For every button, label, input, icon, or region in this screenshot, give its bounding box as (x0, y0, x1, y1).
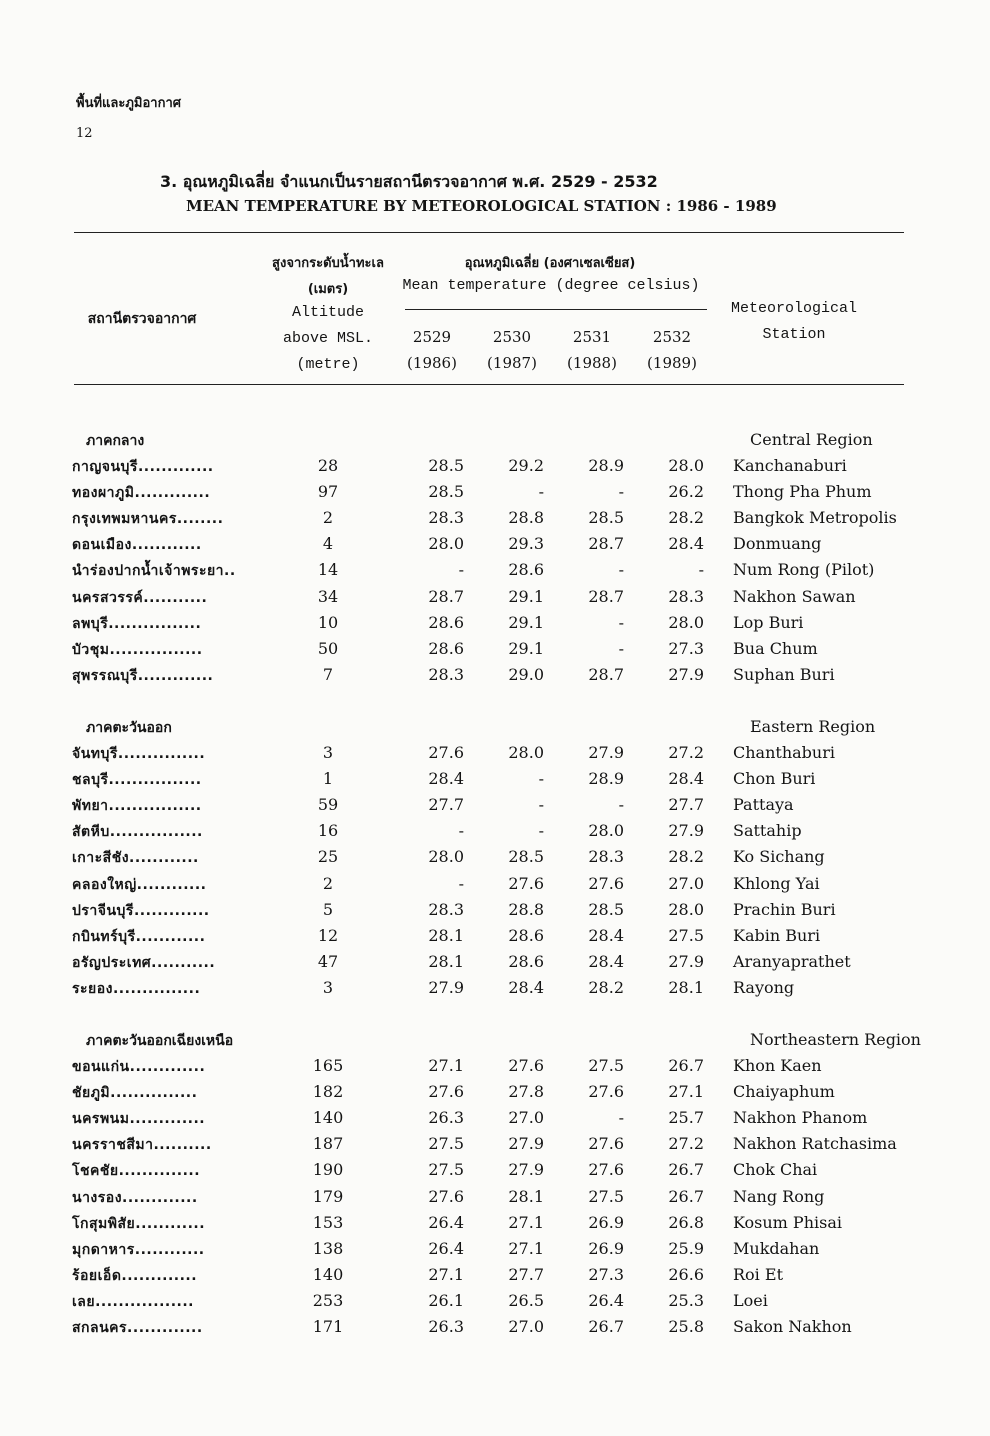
station-name-en: Sattahip (733, 821, 802, 841)
station-name-th: ลพบุรี................ (72, 615, 202, 632)
station-name-en: Thong Pha Phum (733, 482, 872, 502)
station-name-en: Nakhon Ratchasima (733, 1134, 897, 1154)
header-top-rule (74, 232, 904, 233)
table-row (0, 1160, 990, 1186)
temp-1989-cell: 26.7 (668, 1160, 704, 1180)
station-name-th: สัตหีบ................ (72, 824, 203, 841)
table-row (0, 1213, 990, 1239)
station-name-th: เลย................. (72, 1293, 194, 1310)
col-altitude-en-3: (metre) (296, 356, 360, 373)
temp-1987-cell: 28.5 (508, 847, 544, 867)
temp-1988-cell: 28.0 (588, 821, 624, 841)
altitude-cell: 34 (317, 586, 339, 606)
temp-1987-cell: 28.6 (508, 560, 544, 580)
station-name-th: ปราจีนบุรี............. (72, 902, 210, 919)
station-name-en: Bangkok Metropolis (733, 508, 897, 528)
temp-1988-cell: - (618, 795, 624, 815)
temp-1989-cell: 28.0 (668, 612, 704, 632)
table-row (0, 534, 990, 560)
temp-1986-cell: 28.3 (428, 508, 464, 528)
station-name-th: สกลนคร............. (72, 1320, 203, 1336)
temp-1986-cell: 26.3 (428, 1317, 464, 1336)
temp-1986-cell: 26.4 (428, 1212, 464, 1232)
table-row (0, 639, 990, 665)
altitude-cell: 50 (317, 638, 339, 658)
station-name-en: Lop Buri (733, 612, 804, 632)
temp-1987-cell: 27.8 (508, 1082, 544, 1102)
station-name-th: กรุงเทพมหานคร........ (72, 511, 224, 528)
table-row (0, 743, 990, 769)
temp-1987-cell: - (538, 821, 544, 841)
altitude-cell: 25 (317, 847, 339, 867)
altitude-cell: 1 (322, 769, 334, 789)
temp-1988-cell: 27.3 (588, 1264, 624, 1284)
station-name-th: ทองผาภูมิ............. (72, 485, 211, 502)
station-name-th: อรัญประเทศ........... (72, 954, 216, 971)
station-name-th: นครสวรรค์........... (72, 589, 208, 606)
temp-1989-cell: 27.5 (668, 925, 704, 945)
station-name-th: กาญจนบุรี............. (72, 459, 214, 475)
station-name-en: Prachin Buri (733, 899, 836, 919)
temp-1987-cell: 28.8 (508, 508, 544, 528)
altitude-cell: 3 (322, 743, 334, 762)
table-row (0, 587, 990, 613)
temp-1986-cell: 28.5 (428, 456, 464, 475)
temp-1987-cell: 28.6 (508, 951, 544, 971)
altitude-cell: 187 (312, 1134, 344, 1154)
station-name-th: เกาะสีชัง............ (72, 850, 199, 867)
temp-1989-cell: 25.7 (668, 1108, 704, 1128)
altitude-cell: 28 (317, 456, 339, 475)
altitude-cell: 140 (312, 1264, 344, 1284)
region-name-en: Eastern Region (750, 717, 876, 736)
temp-1986-cell: 27.9 (428, 977, 464, 997)
temp-1986-cell: 28.6 (428, 638, 464, 658)
station-name-en: Chanthaburi (733, 743, 835, 762)
temp-1989-cell: 28.2 (668, 508, 704, 528)
temp-1987-cell: 27.9 (508, 1134, 544, 1154)
temp-1988-cell: - (618, 482, 624, 502)
altitude-cell: 182 (312, 1082, 344, 1102)
temp-1989-cell: 25.9 (668, 1238, 704, 1258)
temp-1988-cell: 28.4 (588, 951, 624, 971)
temp-1987-cell: 29.3 (508, 534, 544, 554)
temp-1986-cell: 28.3 (428, 899, 464, 919)
altitude-cell: 190 (312, 1160, 344, 1180)
page-number: 12 (76, 126, 93, 141)
table-row (0, 482, 990, 508)
temp-1987-cell: 29.1 (508, 612, 544, 632)
station-name-en: Kosum Phisai (733, 1212, 842, 1232)
temp-1988-cell: 28.4 (588, 925, 624, 945)
temp-1989-cell: 28.1 (668, 977, 704, 997)
temp-1989-cell: 26.7 (668, 1056, 704, 1075)
altitude-cell: 138 (312, 1238, 344, 1258)
altitude-cell: 179 (312, 1186, 344, 1206)
station-name-en: Khon Kaen (733, 1056, 822, 1075)
table-row (0, 456, 990, 482)
temp-1989-cell: 27.9 (668, 821, 704, 841)
col-year-1-be: 2529 (412, 328, 452, 346)
table-row (0, 847, 990, 873)
station-name-th: นครพนม............. (72, 1111, 206, 1128)
header-bottom-rule (74, 384, 904, 385)
altitude-cell: 5 (322, 899, 334, 919)
station-name-en: Suphan Buri (733, 664, 835, 684)
temp-1989-cell: 27.3 (668, 638, 704, 658)
temp-1987-cell: 26.5 (508, 1290, 544, 1310)
temp-1986-cell: 27.1 (428, 1264, 464, 1284)
station-name-th: โกสุมพิสัย............ (72, 1215, 206, 1232)
temp-1989-cell: 27.0 (668, 873, 704, 893)
temp-1986-cell: 27.5 (428, 1134, 464, 1154)
temp-1989-cell: 28.4 (668, 534, 704, 554)
table-row (0, 508, 990, 534)
temp-1989-cell: 28.0 (668, 456, 704, 475)
temp-1986-cell: 26.3 (428, 1108, 464, 1128)
temp-1988-cell: 28.9 (588, 769, 624, 789)
station-name-en: Chaiyaphum (733, 1082, 835, 1102)
altitude-cell: 47 (317, 951, 339, 971)
col-station-en-1: Meteorological (730, 300, 858, 317)
altitude-cell: 153 (312, 1212, 344, 1232)
temp-1988-cell: 26.4 (588, 1290, 624, 1310)
table-row (0, 1187, 990, 1213)
station-name-th: พัทยา................ (72, 798, 202, 815)
temp-1986-cell: 28.7 (428, 586, 464, 606)
temp-1986-cell: 28.1 (428, 951, 464, 971)
temp-1988-cell: 27.5 (588, 1186, 624, 1206)
station-name-th: ขอนแก่น............. (72, 1059, 206, 1075)
temp-1988-cell: 27.5 (588, 1056, 624, 1075)
temp-1986-cell: 28.0 (428, 534, 464, 554)
temp-group-rule (405, 309, 707, 310)
table-row (0, 926, 990, 952)
temp-1986-cell: 28.1 (428, 925, 464, 945)
temp-1987-cell: 27.6 (508, 1056, 544, 1075)
station-name-en: Kanchanaburi (733, 456, 847, 475)
temp-1987-cell: 27.7 (508, 1264, 544, 1284)
temp-1988-cell: 28.7 (588, 664, 624, 684)
station-name-en: Chok Chai (733, 1160, 818, 1180)
col-year-3-ce: (1988) (567, 354, 617, 372)
station-name-en: Nakhon Sawan (733, 586, 856, 606)
temp-1987-cell: 27.1 (508, 1212, 544, 1232)
temp-1988-cell: - (618, 612, 624, 632)
table-row (0, 795, 990, 821)
temp-1987-cell: 29.2 (508, 456, 544, 475)
station-name-en: Aranyaprathet (733, 951, 851, 971)
station-name-th: ชัยภูมิ............... (72, 1085, 198, 1102)
region-header (0, 430, 990, 456)
temp-1987-cell: 29.1 (508, 638, 544, 658)
altitude-cell: 12 (317, 925, 339, 945)
table-row (0, 613, 990, 639)
altitude-cell: 16 (317, 821, 339, 841)
table-row (0, 665, 990, 691)
temp-1988-cell: - (618, 1108, 624, 1128)
station-name-en: Roi Et (733, 1264, 783, 1284)
altitude-cell: 2 (322, 873, 334, 893)
table-row (0, 1108, 990, 1134)
station-name-en: Nakhon Phanom (733, 1108, 868, 1128)
col-station-th: สถานีตรวจอากาศ (87, 311, 197, 327)
station-name-en: Sakon Nakhon (733, 1317, 852, 1336)
station-name-en: Nang Rong (733, 1186, 825, 1206)
station-name-en: Donmuang (733, 534, 822, 554)
station-name-th: ระยอง............... (72, 980, 201, 997)
altitude-cell: 253 (312, 1290, 344, 1310)
altitude-cell: 3 (322, 977, 334, 997)
station-name-en: Khlong Yai (733, 873, 820, 893)
temp-1988-cell: - (618, 560, 624, 580)
col-year-2-ce: (1987) (487, 354, 537, 372)
station-name-en: Ko Sichang (733, 847, 825, 867)
table-row (0, 1134, 990, 1160)
region-header (0, 1030, 990, 1056)
temp-1987-cell: 29.1 (508, 586, 544, 606)
temp-1989-cell: 27.9 (668, 951, 704, 971)
col-year-2-be: 2530 (492, 328, 532, 346)
altitude-cell: 10 (317, 612, 339, 632)
temp-1989-cell: 28.0 (668, 899, 704, 919)
temp-1989-cell: 26.2 (668, 482, 704, 502)
page-section-header: พื้นที่และภูมิอากาศ (76, 96, 182, 111)
temp-1987-cell: 27.0 (508, 1317, 544, 1336)
table-title-english: MEAN TEMPERATURE BY METEOROLOGICAL STATION : 1986 - 1989 (186, 197, 777, 215)
temp-1987-cell: 28.4 (508, 977, 544, 997)
temp-1988-cell: 27.9 (588, 743, 624, 762)
temp-1987-cell: - (538, 482, 544, 502)
col-altitude-en-1: Altitude (291, 304, 364, 321)
station-name-th: ดอนเมือง............ (72, 537, 202, 554)
station-name-th: มุกดาหาร............ (72, 1241, 205, 1258)
station-name-th: นางรอง............. (72, 1189, 198, 1206)
temp-1987-cell: 27.0 (508, 1108, 544, 1128)
temp-1989-cell: 26.6 (668, 1264, 704, 1284)
temp-1988-cell: 26.9 (588, 1238, 624, 1258)
temp-1986-cell: - (458, 821, 464, 841)
temp-1986-cell: 28.0 (428, 847, 464, 867)
temp-1989-cell: 27.1 (668, 1082, 704, 1102)
col-year-3-be: 2531 (572, 328, 612, 346)
temp-1986-cell: 27.6 (428, 1082, 464, 1102)
temp-1986-cell: 26.4 (428, 1238, 464, 1258)
col-temp-en: Mean temperature (degree celsius) (402, 277, 700, 294)
temp-1988-cell: 27.6 (588, 873, 624, 893)
temp-1987-cell: 27.9 (508, 1160, 544, 1180)
temp-1988-cell: 28.5 (588, 508, 624, 528)
temp-1989-cell: 25.8 (668, 1317, 704, 1336)
temp-1989-cell: 28.2 (668, 847, 704, 867)
temp-1986-cell: 27.5 (428, 1160, 464, 1180)
table-row (0, 1082, 990, 1108)
station-name-en: Rayong (733, 977, 795, 997)
temp-1988-cell: 27.6 (588, 1082, 624, 1102)
temp-1986-cell: 26.1 (428, 1290, 464, 1310)
temp-1987-cell: 28.8 (508, 899, 544, 919)
temp-1987-cell: - (538, 795, 544, 815)
table-row (0, 1265, 990, 1291)
temp-1987-cell: 28.6 (508, 925, 544, 945)
table-row (0, 952, 990, 978)
station-name-th: ร้อยเอ็ด............. (72, 1267, 198, 1284)
temp-1986-cell: 27.7 (428, 795, 464, 815)
region-name-en: Central Region (750, 430, 873, 449)
altitude-cell: 7 (322, 664, 334, 684)
station-name-th: โชคชัย.............. (72, 1163, 201, 1180)
table-row (0, 1056, 990, 1082)
region-header (0, 717, 990, 743)
region-name-th: ภาคตะวันออกเฉียงเหนือ (86, 1033, 234, 1049)
col-altitude-en-2: above MSL. (282, 330, 373, 347)
altitude-cell: 4 (322, 534, 334, 554)
temp-1987-cell: 27.6 (508, 873, 544, 893)
temp-1989-cell: 25.3 (668, 1290, 704, 1310)
col-year-4-be: 2532 (652, 328, 692, 346)
table-row (0, 1291, 990, 1317)
station-name-th: นำร่องปากน้ำเจ้าพระยา.. (72, 563, 236, 580)
temp-1987-cell: 27.1 (508, 1238, 544, 1258)
station-name-en: Loei (733, 1290, 768, 1310)
temp-1988-cell: 28.3 (588, 847, 624, 867)
station-name-en: Num Rong (Pilot) (733, 560, 875, 580)
col-station-en-2: Station (762, 326, 826, 343)
station-name-th: บัวชุม................ (72, 641, 203, 658)
altitude-cell: 165 (312, 1056, 344, 1075)
temp-1988-cell: 28.9 (588, 456, 624, 475)
temp-1989-cell: 27.2 (668, 1134, 704, 1154)
temp-1989-cell: 26.7 (668, 1186, 704, 1206)
station-name-th: จันทบุรี............... (72, 746, 206, 762)
station-name-en: Chon Buri (733, 769, 816, 789)
station-name-th: คลองใหญ่............ (72, 876, 207, 893)
temp-1988-cell: 27.6 (588, 1134, 624, 1154)
altitude-cell: 2 (322, 508, 334, 528)
temp-1986-cell: 27.6 (428, 743, 464, 762)
altitude-cell: 14 (317, 560, 339, 580)
temp-1986-cell: 27.1 (428, 1056, 464, 1075)
temp-1988-cell: 28.7 (588, 534, 624, 554)
temp-1987-cell: 28.1 (508, 1186, 544, 1206)
temp-1986-cell: - (458, 560, 464, 580)
temp-1987-cell: 28.0 (508, 743, 544, 762)
col-altitude-th-2: (เมตร) (307, 282, 349, 297)
temp-1987-cell: 29.0 (508, 664, 544, 684)
table-row (0, 560, 990, 586)
altitude-cell: 59 (317, 795, 339, 815)
temp-1989-cell: 27.7 (668, 795, 704, 815)
altitude-cell: 140 (312, 1108, 344, 1128)
temp-1988-cell: 28.5 (588, 899, 624, 919)
temp-1986-cell: 28.3 (428, 664, 464, 684)
temp-1989-cell: 27.9 (668, 664, 704, 684)
temp-1986-cell: 28.4 (428, 769, 464, 789)
temp-1986-cell: 28.6 (428, 612, 464, 632)
table-title-thai: 3. อุณหภูมิเฉลี่ย จำแนกเป็นรายสถานีตรวจอากาศ พ.ศ. 2529 - 2532 (160, 172, 658, 191)
col-year-1-ce: (1986) (407, 354, 457, 372)
col-year-4-ce: (1989) (647, 354, 697, 372)
region-name-en: Northeastern Region (750, 1030, 921, 1049)
table-row (0, 900, 990, 926)
station-name-th: ชลบุรี................ (72, 772, 202, 789)
temp-1988-cell: - (618, 638, 624, 658)
table-row (0, 769, 990, 795)
temp-1989-cell: 26.8 (668, 1212, 704, 1232)
col-altitude-th-1: สูงจากระดับน้ำทะเล (272, 256, 384, 271)
region-name-th: ภาคกลาง (86, 433, 145, 449)
temp-1989-cell: - (698, 560, 704, 580)
table-row (0, 1317, 990, 1343)
temp-1986-cell: 28.5 (428, 482, 464, 502)
temp-1989-cell: 28.3 (668, 586, 704, 606)
temp-1989-cell: 28.4 (668, 769, 704, 789)
station-name-th: สุพรรณบุรี............. (72, 667, 214, 684)
temp-1986-cell: 27.6 (428, 1186, 464, 1206)
station-name-en: Pattaya (733, 795, 794, 815)
table-row (0, 874, 990, 900)
altitude-cell: 97 (317, 482, 339, 502)
col-temp-th: อุณหภูมิเฉลี่ย (องศาเซลเซียส) (464, 256, 636, 271)
temp-1987-cell: - (538, 769, 544, 789)
table-row (0, 1239, 990, 1265)
temp-1988-cell: 26.7 (588, 1317, 624, 1336)
temp-1988-cell: 27.6 (588, 1160, 624, 1180)
table-row (0, 821, 990, 847)
temp-1986-cell: - (458, 873, 464, 893)
temp-1988-cell: 26.9 (588, 1212, 624, 1232)
altitude-cell: 171 (312, 1317, 344, 1336)
station-name-th: นครราชสีมา.......... (72, 1137, 212, 1154)
station-name-th: กบินทร์บุรี............ (72, 928, 206, 945)
temp-1988-cell: 28.7 (588, 586, 624, 606)
table-row (0, 978, 990, 1004)
station-name-en: Bua Chum (733, 638, 818, 658)
station-name-en: Mukdahan (733, 1238, 820, 1258)
station-name-en: Kabin Buri (733, 925, 821, 945)
temp-1989-cell: 27.2 (668, 743, 704, 762)
region-name-th: ภาคตะวันออก (86, 720, 172, 736)
temp-1988-cell: 28.2 (588, 977, 624, 997)
